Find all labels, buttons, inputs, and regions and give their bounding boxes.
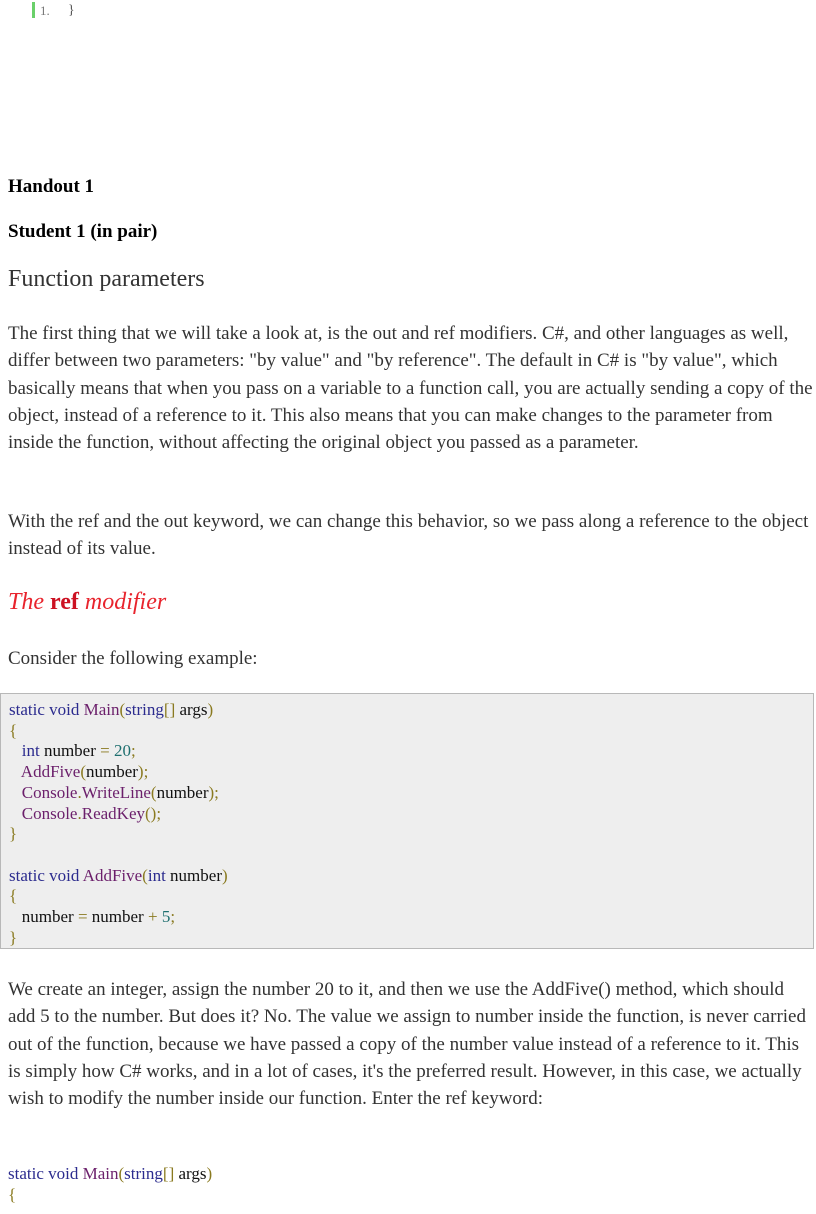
code-token: ) [206,1164,213,1183]
code-token: . [77,782,82,802]
code-line [9,928,228,949]
code-token: number [9,907,78,927]
code-token: AddFive [9,762,81,782]
code-token: { [9,720,18,740]
code-token: (); [145,803,162,823]
explanation-paragraph: We create an integer, assign the number 20 to it, and then we use the AddFive() method, which should add 5 to the number. But does it? No. The value we assign to number inside the function, is never carried out of the function, because we have passed a copy of the number value instead of a reference to it. This is simply how C# works, and in a lot of cases, it's the preferred result. However, in this case, we actually wish to modify the number inside our function. Enter the ref keyword: [8,979,806,1110]
code-token: ) [207,700,214,719]
code-token: string [125,700,164,719]
code-line [9,824,228,845]
code-token: int [147,865,171,885]
code-token: ( [142,865,148,885]
ref-out-paragraph: With the ref and the out keyword, we can change this behavior, so we pass along a reference to the object instead of its value. [8,511,809,560]
code-token: args [179,700,208,719]
code-token: static void [9,865,83,885]
ref-heading-after: modifier [84,589,167,615]
code-token: int [9,741,44,761]
code-line [9,907,228,928]
code-token: ( [118,1164,125,1183]
code-token: = [77,907,92,927]
line-marker [32,2,35,18]
code-token: static void [8,1164,83,1183]
code-line [9,804,228,825]
code-token: static void [9,700,84,719]
code-token: + [147,907,162,927]
code-listing-continued [8,1164,212,1205]
code-token: number [43,741,101,761]
line-number: 1. [40,3,50,18]
code-token: number [85,762,138,782]
code-token: [] [162,1164,179,1183]
code-line [8,1185,212,1206]
code-line [9,721,228,742]
code-token: { [9,886,18,906]
code-token: Console [9,782,78,802]
code-token: Console [9,803,78,823]
ref-heading-keyword: ref [50,589,79,615]
code-token: args [178,1164,207,1183]
code-token: } [9,927,18,947]
code-token: ); [137,762,149,782]
code-token: number [170,865,222,885]
code-listing [9,700,228,948]
code-token: = [100,741,114,761]
code-line [9,866,228,887]
code-token: ( [80,762,86,782]
intro-paragraph: The first thing that we will take a look at, is the out and ref modifiers. C#, and other languages as well, differ between two parameters: "by value" and "by reference". The default in C# is "by value", which basically means that when you pass on a variable to a function call, you are actually sending a copy of the object, instead of a reference to it. This also means that you can make changes to the parameter from inside the function, without affecting the original object you passed as a parameter. [8,323,813,454]
code-line [9,741,228,762]
ref-heading-before: The [8,589,44,615]
code-line [9,700,228,721]
code-line [9,886,228,907]
code-token: Main [82,1164,119,1183]
code-token: ; [170,907,176,927]
code-block [0,693,814,949]
code-token: ( [150,782,157,802]
code-token: ); [208,782,219,802]
code-line [9,762,228,783]
code-token: ) [221,865,228,885]
code-token: number [156,782,209,802]
code-line [9,845,228,866]
code-token: . [77,803,82,823]
code-token: 20 [113,741,131,761]
code-token: ( [119,700,126,719]
code-token: string [124,1164,163,1183]
code-token: AddFive [82,865,143,885]
student-heading: Student 1 (in pair) [8,221,158,242]
code-token: ; [130,741,136,761]
code-token: WriteLine [81,782,151,802]
closing-brace: } [68,3,75,18]
code-token: Main [83,700,120,719]
code-token: number [91,907,148,927]
ref-modifier-heading [8,589,166,616]
code-line [8,1164,212,1185]
section-heading: Function parameters [8,266,205,292]
code-token: [] [163,700,180,719]
code-token: { [8,1184,17,1204]
handout-title: Handout 1 [8,176,95,197]
code-token: } [9,824,18,844]
code-token: 5 [161,907,171,927]
consider-text: Consider the following example: [8,648,258,669]
code-token: ReadKey [81,803,145,823]
code-line [9,783,228,804]
